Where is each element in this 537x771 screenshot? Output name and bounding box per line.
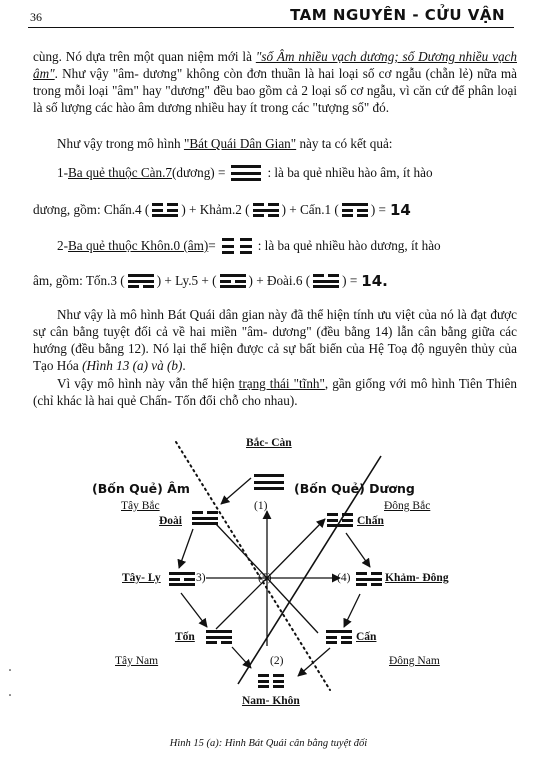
item-1-chan: dương, gồm: Chấn.4 (	[33, 202, 150, 217]
label-n5: (5)	[258, 572, 272, 584]
ne-chan-trigram-icon	[327, 513, 353, 527]
item-1-kham: ) + Khảm.2 (	[181, 202, 250, 217]
label-n1: (1)	[254, 500, 268, 512]
label-kham-dong: Khảm- Đông	[385, 572, 449, 584]
item-1-can: ) + Cấn.1 (	[281, 202, 339, 217]
label-chan: Chấn	[357, 515, 384, 527]
paragraph-3-text-a: Như vậy là mô hình Bát Quái dân gian này đã thể hiện tính ưu việt của nó là đạt được sự cân bằng tuyệt đối cả về hai miền "âm- dương" (đều bằng 14) lẫn cân bằng giữa các hướng (đều bằng 12). Nó lại thể hiện được cả sự bất biến của Hệ Toạ độ nguyên thủy của Tạo Hóa	[33, 307, 517, 373]
item-2-title: Ba quẻ thuộc Khôn.0 (âm)	[68, 238, 209, 253]
sw-ton-trigram-icon	[206, 630, 232, 644]
label-n2: (2)	[270, 655, 284, 667]
paragraph-3-figure-ref: (Hình 13 (a) và (b)	[82, 358, 183, 373]
page-number: 36	[30, 10, 42, 24]
paragraph-2-text-c: này ta có kết quả:	[296, 136, 393, 151]
dotted-diagonal	[176, 442, 330, 690]
item-2-number: 2-	[57, 238, 68, 253]
arrow-kham-to-can	[344, 594, 360, 627]
label-tay-nam: Tây Nam	[115, 655, 159, 667]
label-ton: Tốn	[175, 631, 195, 643]
axis-nw-line	[216, 524, 267, 578]
item-2-tail: =	[208, 238, 216, 253]
item-2-ly: ) + Ly.5 + (	[156, 273, 217, 288]
item-1-tail: (dương) =	[172, 165, 226, 180]
arrow-can-to-doai	[221, 478, 251, 504]
arrow-can-to-khon	[298, 648, 330, 676]
paragraph-2-model-name: "Bát Quái Dân Gian"	[183, 136, 297, 151]
item-2-ton: âm, gồm: Tốn.3 (	[33, 273, 125, 288]
arrow-ly-to-ton	[181, 593, 207, 627]
paragraph-4-text-c: , gần giống với mô hình Tiên Thiên (chỉ khác là hai quẻ Chấn- Tốn đổi chỗ cho nhau).	[33, 376, 517, 408]
label-nam-khon: Nam- Khôn	[242, 695, 300, 707]
label-doai: Đoài	[159, 515, 182, 527]
nw-doai-trigram-icon	[192, 511, 218, 525]
paragraph-3-text-c: .	[182, 358, 186, 373]
label-dong-bac: Đông Bắc	[384, 500, 431, 512]
arrow-doai-to-ly	[179, 529, 193, 568]
label-am-group: (Bốn Quẻ) Âm	[92, 481, 190, 496]
axis-ne-arrow	[267, 519, 325, 578]
label-n4: (4)	[337, 572, 351, 584]
label-tay-bac: Tây Bắc	[121, 500, 160, 512]
label-can: Cấn	[356, 631, 377, 643]
paragraph-1-text-a: cùng. Nó dựa trên một quan niệm mới là	[33, 49, 256, 64]
item-2-doai: ) + Đoài.6 (	[248, 273, 311, 288]
item-2-description: : là ba quẻ nhiều hào dương, ít hào	[257, 238, 441, 253]
arrow-chan-to-kham	[346, 533, 370, 567]
label-bac-can: Bắc- Càn	[246, 437, 292, 449]
item-1-description: : là ba quẻ nhiều hào âm, ít hào	[267, 165, 433, 180]
paragraph-4-text-a: Vì vậy mô hình này vẫn thể hiện	[57, 376, 239, 391]
south-khon-trigram-icon	[258, 674, 284, 688]
item-1-end: ) =	[370, 202, 386, 217]
paragraph-2-text-a: Như vậy trong mô hình	[57, 136, 184, 151]
label-n3: 3)	[196, 572, 206, 584]
north-can-trigram-icon	[254, 474, 284, 490]
paragraph-1-text-c: . Như vậy "âm- dương" không còn đơn thuần là hai loại số cơ ngẫu (chẵn lẻ) nữa mà trong mỗi loại "âm" hay "dương" đều bao gồm cả 2 loại số cơ ngẫu, vì căn cứ để phân loại là số lượng các hào âm dương nhiều hay ít trong các "tượng số" đó.	[33, 66, 517, 115]
running-title: TAM NGUYÊN - CỬU VẬN	[290, 6, 505, 24]
arrow-ton-to-khon	[232, 647, 251, 668]
item-2-end: ) =	[342, 273, 358, 288]
east-kham-trigram-icon	[356, 572, 382, 586]
label-dong-nam: Đông Nam	[389, 655, 440, 667]
item-2-sum: 14.	[361, 272, 388, 290]
west-ly-trigram-icon	[169, 572, 195, 586]
label-duong-group: (Bốn Quẻ) Dương	[294, 481, 415, 496]
axis-sw-line	[216, 578, 267, 629]
paragraph-4-state: trạng thái "tĩnh"	[238, 376, 325, 391]
label-tay-ly: Tây- Ly	[122, 572, 161, 584]
paragraph-1-quote: "số Âm nhiều vạch dương; số Dương nhiều vạch âm"	[33, 49, 517, 81]
item-1-number: 1-	[57, 165, 68, 180]
item-1-sum: 14	[389, 201, 411, 219]
figure-caption: Hình 15 (a): Hình Bát Quái cân bằng tuyệt đối	[169, 738, 368, 749]
item-1-title: Ba quẻ thuộc Càn.7	[68, 165, 173, 180]
se-can-trigram-icon	[326, 630, 352, 644]
